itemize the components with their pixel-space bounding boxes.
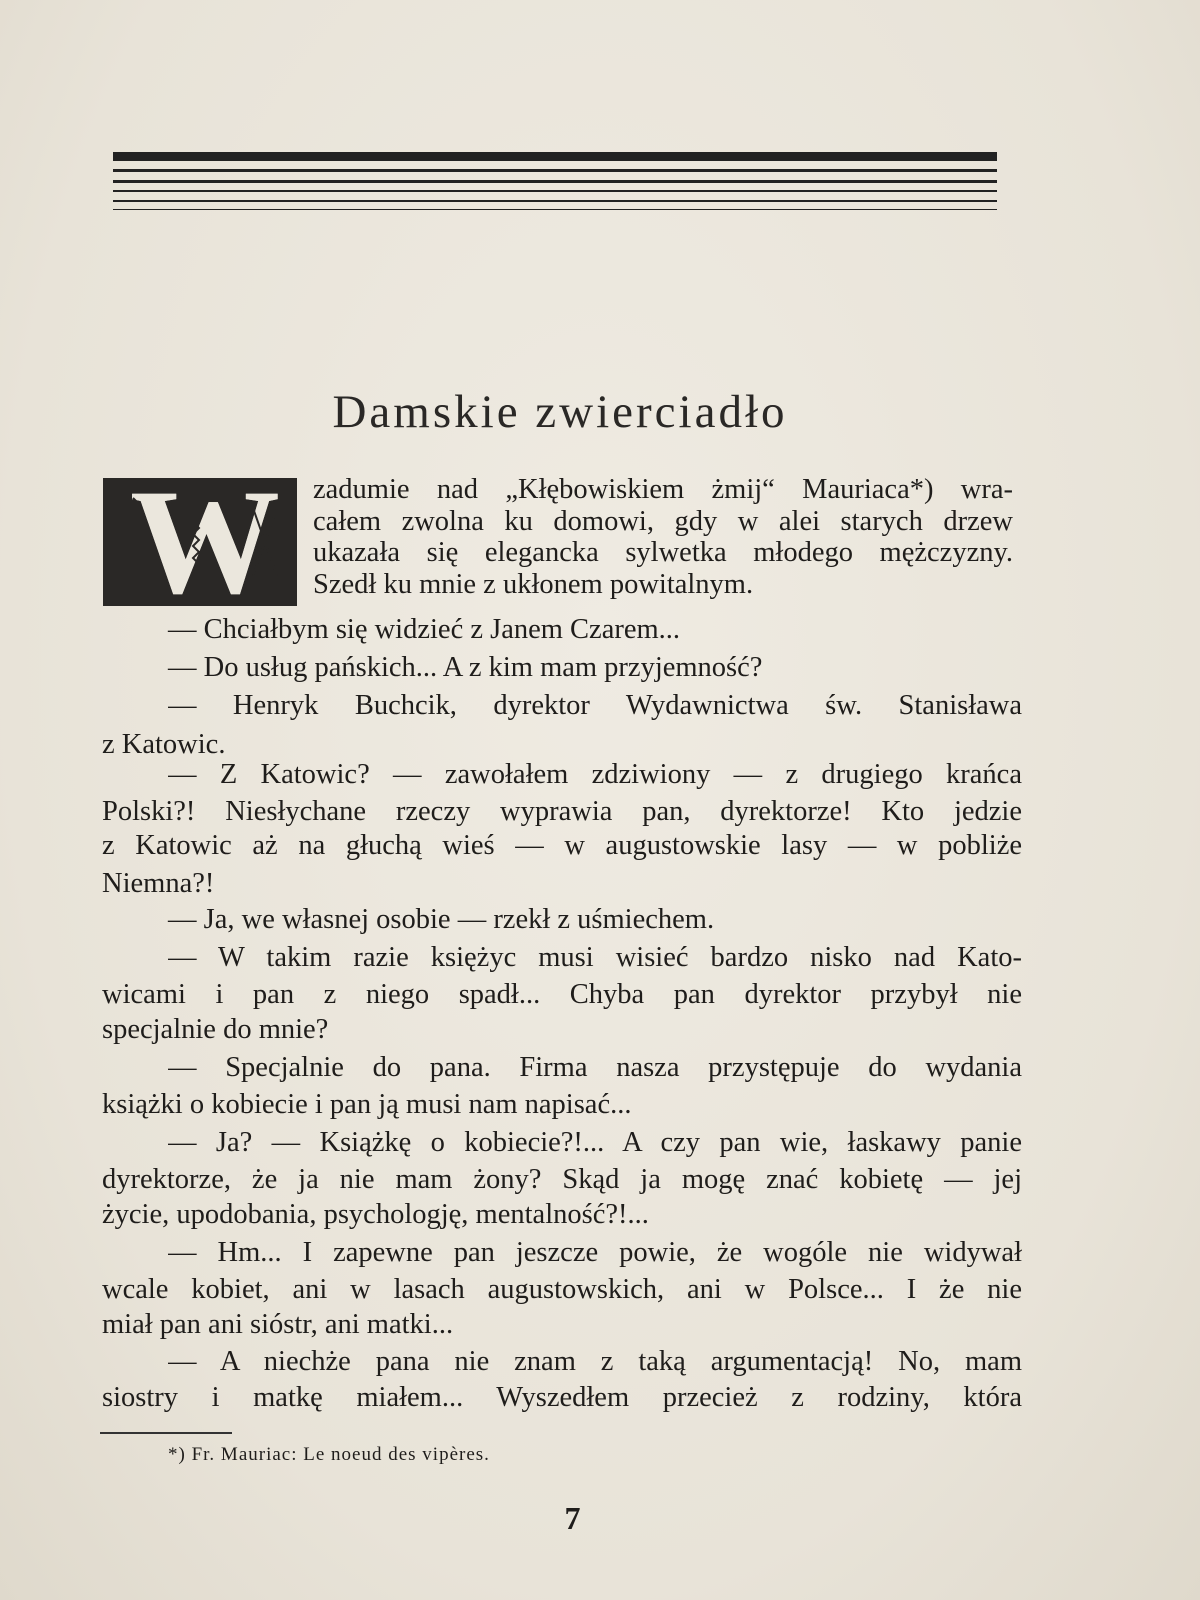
footnote-divider [100, 1432, 232, 1434]
text-line: wicami i pan z niego spadł... Chyba pan dyrektor przybył nie [102, 979, 1022, 1010]
text-line: Szedł ku mnie z ukłonem powitalnym. [313, 569, 754, 600]
chapter-title: Damskie zwierciadło [332, 386, 788, 438]
text-line: — Hm... I zapewne pan jeszcze powie, że wogóle nie widywał [168, 1237, 1022, 1268]
text-line: życie, upodobania, psychologję, mentalność?!... [102, 1199, 649, 1230]
text-line: — Chciałbym się widzieć z Janem Czarem... [168, 614, 681, 645]
text-line: — Specjalnie do pana. Firma nasza przystępuje do wydania [168, 1052, 1022, 1083]
text-line: ukazała się elegancka sylwetka młodego mężczyzny. [313, 537, 1013, 568]
decorated-initial [103, 478, 297, 606]
drop-cap-letter: W [130, 478, 270, 606]
text-line: — Henryk Buchcik, dyrektor Wydawnictwa św. Stanisława [168, 690, 1022, 721]
text-line: — A niechże pana nie znam z taką argumentacją! No, mam [168, 1346, 1022, 1377]
text-line: z Katowic aż na głuchą wieś — w augustowskie lasy — w pobliże [102, 830, 1022, 861]
text-line: Niemna?! [102, 868, 215, 899]
page-number: 7 [564, 1500, 581, 1536]
text-line: — Do usług pańskich... A z kim mam przyjemność? [168, 652, 763, 683]
text-line: z Katowic. [102, 729, 226, 760]
text-line: — W takim razie księżyc musi wisieć bardzo nisko nad Kato- [168, 942, 1022, 973]
text-line: całem zwolna ku domowi, gdy w alei starych drzew [313, 506, 1013, 537]
text-line: — Z Katowic? — zawołałem zdziwiony — z drugiego krańca [168, 759, 1022, 790]
footnote: *) Fr. Mauriac: Le noeud des vipères. [168, 1444, 490, 1465]
text-line: specjalnie do mnie? [102, 1014, 329, 1045]
text-line: miał pan ani sióstr, ani matki... [102, 1309, 454, 1340]
text-line: siostry i matkę miałem... Wyszedłem przecież z rodziny, która [102, 1382, 1022, 1413]
initial-ornament-icon [103, 478, 297, 606]
text-line: — Ja, we własnej osobie — rzekł z uśmiechem. [168, 904, 715, 935]
text-line: Polski?! Niesłychane rzeczy wyprawia pan, dyrektorze! Kto jedzie [102, 796, 1022, 827]
text-line: — Ja? — Książkę o kobiecie?!... A czy pan wie, łaskawy panie [168, 1127, 1022, 1158]
text-line: książki o kobiecie i pan ją musi nam napisać... [102, 1089, 632, 1120]
text-line: wcale kobiet, ani w lasach augustowskich, ani w Polsce... I że nie [102, 1274, 1022, 1305]
text-line: dyrektorze, że ja nie mam żony? Skąd ja mogę znać kobietę — jej [102, 1164, 1022, 1195]
text-line: zadumie nad „Kłębowiskiem żmij“ Mauriaca*) wra- [313, 474, 1013, 505]
